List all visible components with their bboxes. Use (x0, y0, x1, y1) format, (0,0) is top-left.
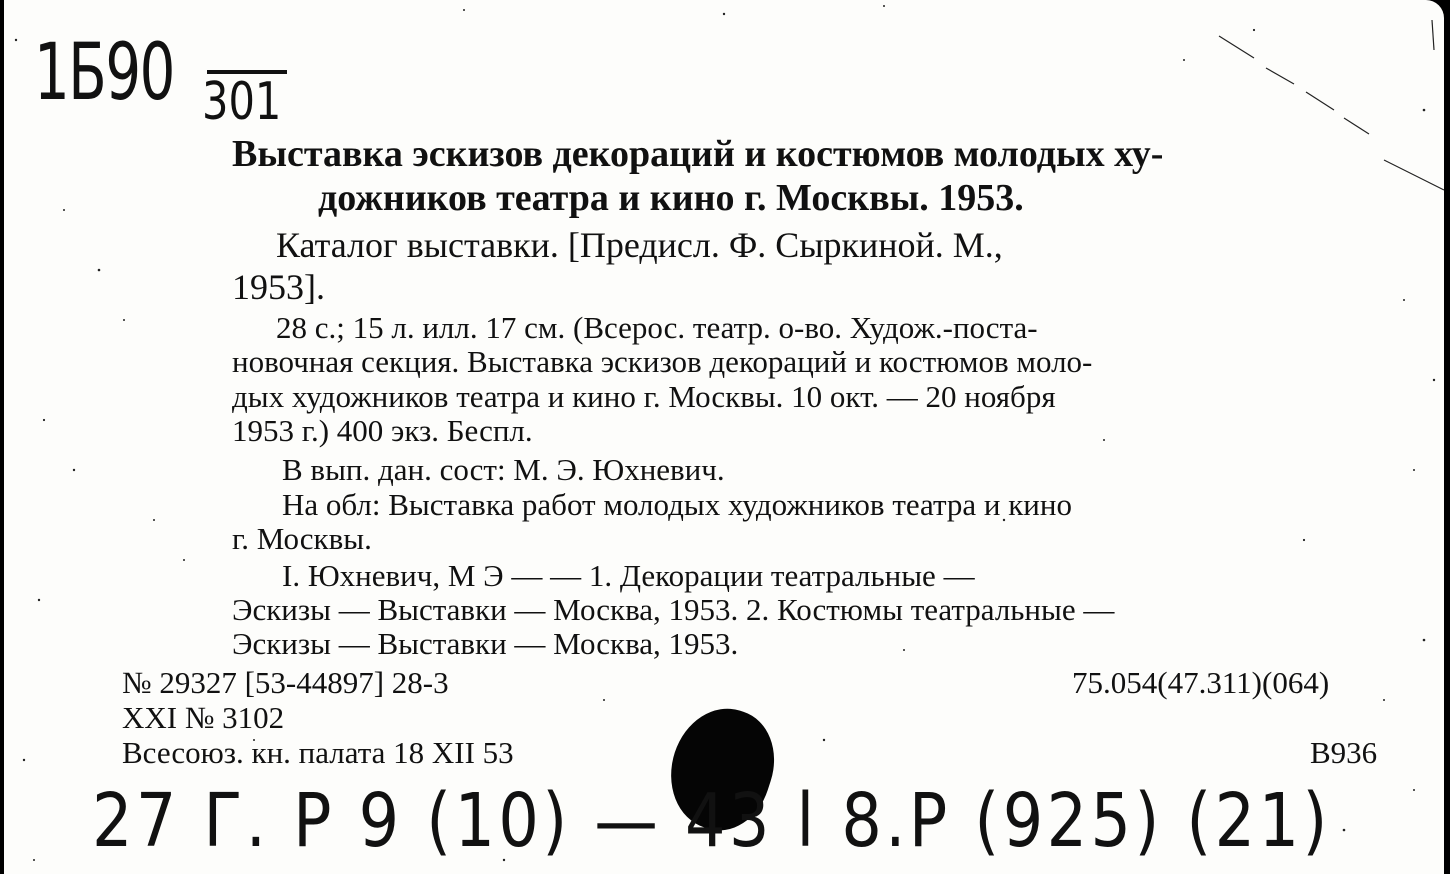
title-line-2: дожников театра и кино г. Москвы. 1953. (318, 177, 1024, 219)
body-line-4: 1953 г.) 400 экз. Беспл. (232, 413, 533, 448)
body-line-7: г. Москвы. (232, 521, 372, 556)
footer-series: XXI № 3102 (122, 700, 285, 735)
handwritten-shelfmark-sub: 301 (202, 72, 282, 132)
subtitle-line-2: 1953]. (232, 267, 325, 307)
title-line-1: Выставка эскизов декораций и костюмов молодых ху- (232, 133, 1164, 175)
footer-code: В936 (1310, 735, 1378, 770)
body-line-8: I. Юхневич, М Э — — 1. Декорации театральные — (282, 558, 975, 593)
footer-classification: 75.054(47.311)(064) (1072, 665, 1330, 700)
body-line-5: В вып. дан. сост: М. Э. Юхневич. (282, 452, 725, 487)
handwritten-bottom-note: 27 Г. Р 9 (10) — 43 l 8.Р (925) (21) (92, 778, 1331, 864)
body-line-1: 28 с.; 15 л. илл. 17 см. (Всерос. театр. о-во. Худож.-поста- (276, 310, 1038, 345)
subtitle-line-1: Каталог выставки. [Предисл. Ф. Сыркиной. М., (276, 225, 1003, 265)
footer-number-left: № 29327 [53-44897] 28-3 (122, 665, 449, 700)
footer-chamber: Всесоюз. кн. палата 18 XII 53 (122, 735, 514, 770)
body-line-3: дых художников театра и кино г. Москвы. 10 окт. — 20 ноября (232, 379, 1056, 414)
body-line-2: новочная секция. Выставка эскизов декораций и костюмов моло- (232, 344, 1093, 379)
catalog-card (4, 0, 1444, 874)
body-line-9: Эскизы — Выставки — Москва, 1953. 2. Костюмы театральные — (232, 592, 1115, 627)
handwritten-shelfmark: 1Б90 (34, 28, 174, 118)
body-line-10: Эскизы — Выставки — Москва, 1953. (232, 626, 739, 661)
body-line-6: На обл: Выставка работ молодых художников театра и кино (282, 487, 1072, 522)
